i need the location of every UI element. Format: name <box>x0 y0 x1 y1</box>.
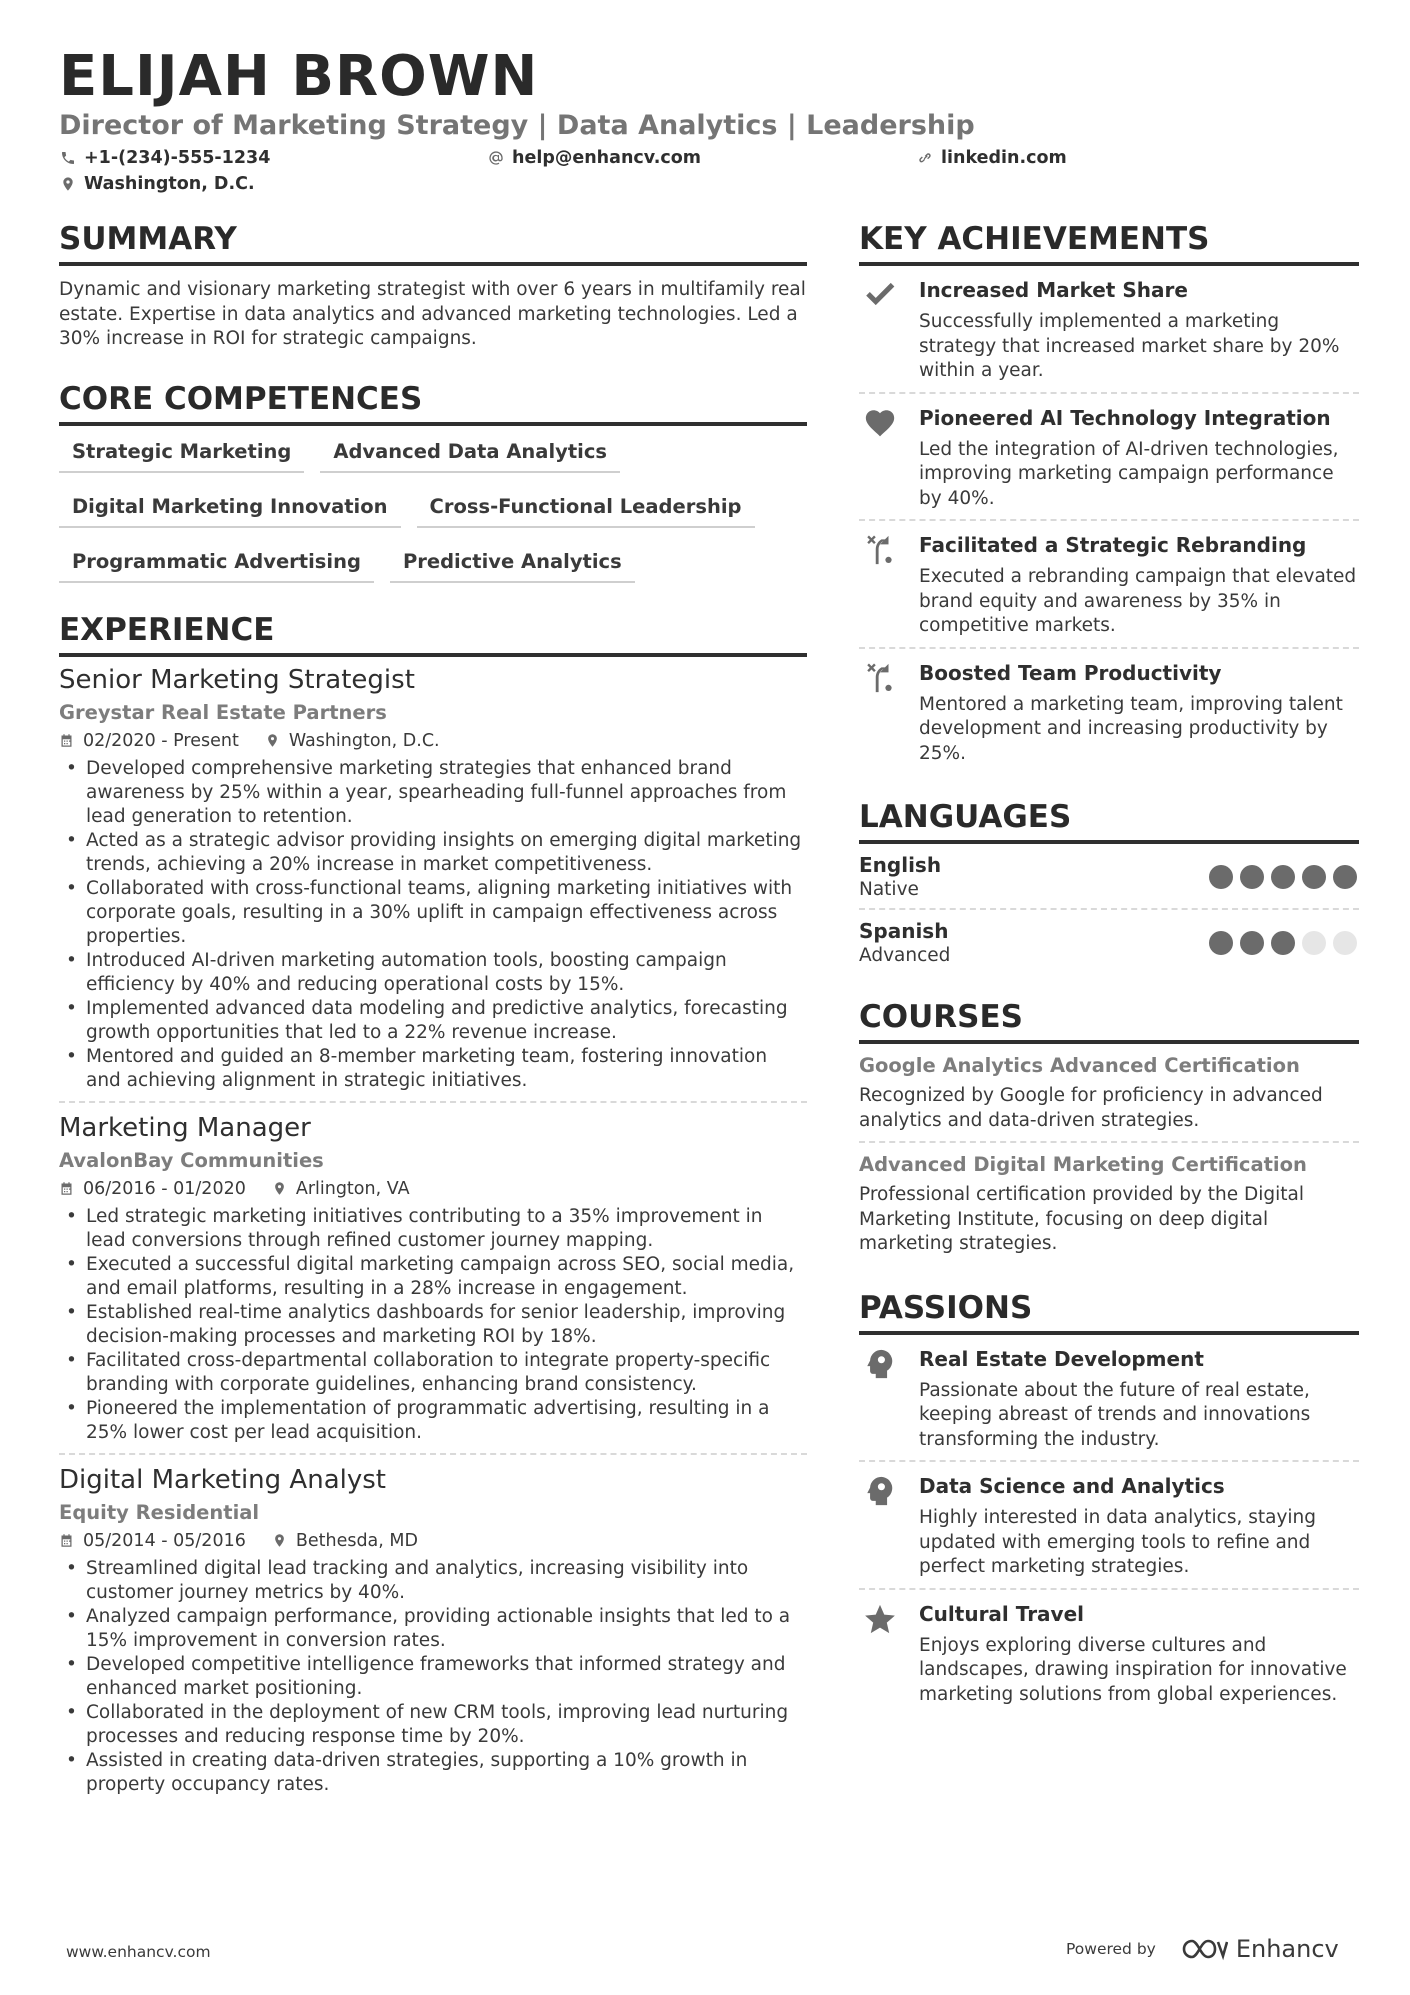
passion-title: Real Estate Development <box>919 1346 1204 1371</box>
job-bullet: • Assisted in creating data-driven strategies, supporting a 10% growth in property occupancy rates. <box>59 1749 807 1797</box>
job-location: Bethesda, MD <box>295 1530 418 1551</box>
competence-tag: Digital Marketing Innovation <box>59 495 401 528</box>
passion-desc: Enjoys exploring diverse cultures and landscapes, drawing inspiration for innovative marketing solutions from global experiences. <box>919 1634 1347 1705</box>
language-item <box>859 910 1359 974</box>
job-entry <box>59 663 807 1101</box>
job-dates: 02/2020 - Present <box>83 730 239 751</box>
summary-section <box>59 218 807 352</box>
passion-item <box>859 1590 1359 1716</box>
achievements-section <box>859 218 1359 774</box>
strategy-path-icon <box>859 659 919 767</box>
job-title: Senior Marketing Strategist <box>59 664 415 695</box>
location-pin-icon <box>265 733 280 748</box>
achievement-desc: Mentored a marketing team, improving talent development and increasing productivity by 25%. <box>919 693 1343 764</box>
candidate-title: Director of Marketing Strategy | Data Analytics | Leadership <box>59 110 975 141</box>
job-bullets <box>59 757 807 1093</box>
language-name: Spanish <box>859 919 949 943</box>
location-text: Washington, D.C. <box>84 174 255 194</box>
powered-by-label: Powered by <box>1066 1940 1156 1958</box>
enhancv-logo-icon <box>1180 1936 1228 1962</box>
course-title: Google Analytics Advanced Certification <box>859 1054 1300 1077</box>
competence-tag: Advanced Data Analytics <box>320 440 620 473</box>
job-bullet: • Developed competitive intelligence frameworks that informed strategy and enhanced market positioning. <box>59 1653 807 1701</box>
courses-heading: COURSES <box>859 996 1359 1044</box>
job-bullet: • Streamlined digital lead tracking and analytics, increasing visibility into customer journey metrics by 40%. <box>59 1557 807 1605</box>
achievement-desc: Led the integration of AI-driven technologies, improving marketing campaign performance by 40%. <box>919 438 1339 509</box>
link-icon <box>917 150 933 166</box>
passion-title: Cultural Travel <box>919 1601 1085 1626</box>
achievement-item <box>859 521 1359 649</box>
job-bullet: • Developed comprehensive marketing strategies that enhanced brand awareness by 25% within a year, spearheading full-funnel approaches from lead generation to retention. <box>59 757 807 829</box>
right-column <box>859 218 1359 1715</box>
rating-dot-filled <box>1209 865 1233 889</box>
rating-dot-filled <box>1271 931 1295 955</box>
calendar-icon <box>59 1533 74 1548</box>
rating-dot-filled <box>1240 865 1264 889</box>
brand-logo[interactable] <box>1180 1935 1339 1963</box>
competence-tag: Predictive Analytics <box>390 550 635 583</box>
job-bullet: • Led strategic marketing initiatives contributing to a 35% improvement in lead conversions through refined customer journey mapping. <box>59 1205 807 1253</box>
linkedin-text: linkedin.com <box>941 148 1067 168</box>
course-desc: Professional certification provided by the Digital Marketing Institute, focusing on deep digital marketing strategies. <box>859 1184 1305 1254</box>
job-bullet: • Introduced AI-driven marketing automation tools, boosting campaign efficiency by 40% and reducing operational costs by 15%. <box>59 949 807 997</box>
course-item <box>859 1044 1359 1143</box>
passion-item <box>859 1335 1359 1463</box>
heart-icon <box>859 404 919 512</box>
achievements-heading: KEY ACHIEVEMENTS <box>859 218 1359 266</box>
star-icon <box>859 1600 919 1708</box>
job-entry <box>59 1453 807 1805</box>
competences-list <box>59 440 807 605</box>
rating-dot-filled <box>1271 865 1295 889</box>
job-bullet: • Pioneered the implementation of programmatic advertising, resulting in a 25% lower cost per lead acquisition. <box>59 1397 807 1445</box>
job-meta <box>59 1529 807 1553</box>
job-bullet: • Analyzed campaign performance, providing actionable insights that led to a 15% improvement in conversion rates. <box>59 1605 807 1653</box>
phone-icon <box>60 150 76 166</box>
language-rating <box>1209 931 1359 955</box>
calendar-icon <box>59 1181 74 1196</box>
job-company: Equity Residential <box>59 1500 260 1524</box>
job-dates: 06/2016 - 01/2020 <box>83 1178 246 1199</box>
passion-item <box>859 1462 1359 1590</box>
course-desc: Recognized by Google for proficiency in advanced analytics and data-driven strategies. <box>859 1085 1323 1131</box>
calendar-icon <box>59 733 74 748</box>
location-pin-icon <box>60 176 76 192</box>
language-item <box>859 844 1359 910</box>
job-dates: 05/2014 - 05/2016 <box>83 1530 246 1551</box>
left-column <box>59 218 807 1805</box>
courses-section <box>859 996 1359 1265</box>
rating-dot-filled <box>1333 865 1357 889</box>
languages-section <box>859 796 1359 974</box>
language-level: Advanced <box>859 945 951 966</box>
job-bullet: • Mentored and guided an 8-member marketing team, fostering innovation and achieving alignment in strategic initiatives. <box>59 1045 807 1093</box>
languages-heading: LANGUAGES <box>859 796 1359 844</box>
contact-location <box>60 174 255 194</box>
checkmark-icon <box>859 276 919 384</box>
passion-title: Data Science and Analytics <box>919 1474 1225 1498</box>
at-sign-icon <box>488 150 504 166</box>
rating-dot-filled <box>1209 931 1233 955</box>
job-meta <box>59 729 807 753</box>
rating-dot-filled <box>1240 931 1264 955</box>
contact-email[interactable] <box>488 148 701 168</box>
rating-dot-filled <box>1302 865 1326 889</box>
job-entry <box>59 1101 807 1453</box>
rating-dot-empty <box>1333 931 1357 955</box>
competence-tag: Programmatic Advertising <box>59 550 374 583</box>
job-bullet: • Implemented advanced data modeling and predictive analytics, forecasting growth opportunities that led to a 22% revenue increase. <box>59 997 807 1045</box>
footer-website[interactable]: www.enhancv.com <box>66 1943 211 1961</box>
competence-tag: Strategic Marketing <box>59 440 304 473</box>
strategy-path-icon <box>859 531 919 639</box>
achievement-desc: Successfully implemented a marketing strategy that increased market share by 20% within a year. <box>919 311 1340 381</box>
language-name: English <box>859 853 942 877</box>
summary-text: Dynamic and visionary marketing strategist with over 6 years in multifamily real estate. Expertise in data analytics and advanced marketing technologies. Led a 30% increase in ROI for strategic campaigns. <box>59 279 806 349</box>
achievement-item <box>859 394 1359 522</box>
language-rating <box>1209 865 1359 889</box>
job-bullet: • Collaborated with cross-functional teams, aligning marketing initiatives with corporate goals, resulting in a 30% uplift in campaign effectiveness across properties. <box>59 877 807 949</box>
email-text: help@enhancv.com <box>512 148 702 168</box>
job-bullet: • Acted as a strategic advisor providing insights on emerging digital marketing trends, achieving a 20% increase in market competitiveness. <box>59 829 807 877</box>
competences-section <box>59 378 807 605</box>
competence-tag: Cross-Functional Leadership <box>417 495 755 528</box>
contact-phone <box>60 148 270 168</box>
phone-text: +1-(234)-555-1234 <box>84 148 271 168</box>
achievement-title: Pioneered AI Technology Integration <box>919 405 1331 430</box>
course-title: Advanced Digital Marketing Certification <box>859 1153 1307 1176</box>
achievement-desc: Executed a rebranding campaign that elevated brand equity and awareness by 35% in competitive markets. <box>919 566 1357 636</box>
passions-heading: PASSIONS <box>859 1287 1359 1335</box>
rating-dot-empty <box>1302 931 1326 955</box>
achievement-item <box>859 649 1359 775</box>
job-company: AvalonBay Communities <box>59 1148 324 1172</box>
course-item <box>859 1143 1359 1265</box>
achievement-title: Facilitated a Strategic Rebranding <box>919 533 1307 557</box>
competences-heading: CORE COMPETENCES <box>59 378 807 426</box>
passion-desc: Highly interested in data analytics, staying updated with emerging tools to refine and perfect marketing strategies. <box>919 1507 1317 1577</box>
footer-branding <box>1066 1935 1339 1963</box>
job-bullets <box>59 1205 807 1445</box>
experience-heading: EXPERIENCE <box>59 609 807 657</box>
job-title: Marketing Manager <box>59 1112 311 1143</box>
location-pin-icon <box>272 1533 287 1548</box>
job-bullets <box>59 1557 807 1797</box>
job-bullet: • Facilitated cross-departmental collaboration to integrate property-specific branding with corporate guidelines, enhancing brand consistency. <box>59 1349 807 1397</box>
job-bullet: • Collaborated in the deployment of new CRM tools, improving lead nurturing processes and reducing response time by 20%. <box>59 1701 807 1749</box>
head-icon <box>859 1472 919 1580</box>
passions-section <box>859 1287 1359 1716</box>
achievement-item <box>859 266 1359 394</box>
summary-heading: SUMMARY <box>59 218 807 266</box>
job-location: Washington, D.C. <box>288 730 440 751</box>
head-icon <box>859 1345 919 1453</box>
job-company: Greystar Real Estate Partners <box>59 700 387 724</box>
achievement-title: Boosted Team Productivity <box>919 660 1222 685</box>
location-pin-icon <box>272 1181 287 1196</box>
language-level: Native <box>859 879 919 900</box>
job-bullet: • Established real-time analytics dashboards for senior leadership, improving decision-making processes and marketing ROI by 18%. <box>59 1301 807 1349</box>
brand-name: Enhancv <box>1235 1935 1339 1963</box>
job-title: Digital Marketing Analyst <box>59 1464 386 1495</box>
candidate-name: ELIJAH BROWN <box>59 44 539 109</box>
passion-desc: Passionate about the future of real estate, keeping abreast of trends and innovations transforming the industry. <box>919 1379 1311 1450</box>
job-bullet: • Executed a successful digital marketing campaign across SEO, social media, and email platforms, resulting in a 28% increase in engagement. <box>59 1253 807 1301</box>
job-meta <box>59 1177 807 1201</box>
contact-linkedin[interactable] <box>917 148 1067 168</box>
experience-section <box>59 609 807 1805</box>
achievement-title: Increased Market Share <box>919 278 1188 302</box>
job-location: Arlington, VA <box>295 1178 410 1199</box>
